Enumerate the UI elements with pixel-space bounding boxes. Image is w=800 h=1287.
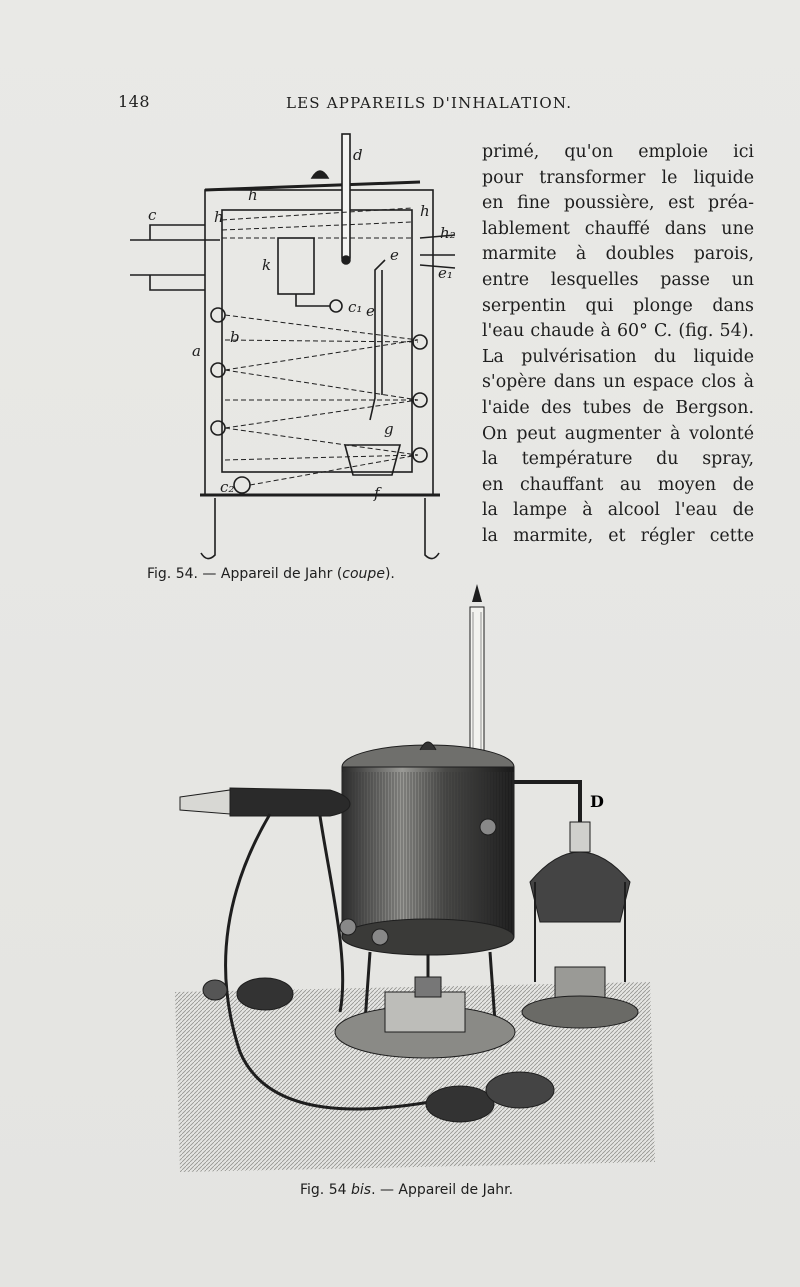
text-line: marmite à doubles parois, (482, 244, 754, 265)
label-f: f (374, 484, 380, 502)
thermometer (470, 607, 484, 757)
label-e1: e₁ (438, 264, 453, 282)
label-a: a (192, 342, 201, 360)
running-title: LES APPAREILS D'INHALATION. (286, 94, 573, 112)
lid (205, 182, 420, 190)
label-c1: c₁ (348, 298, 363, 316)
bulb-right (486, 1072, 554, 1108)
text-line: On peut augmenter à volonté (482, 423, 754, 444)
label-h-right: h (420, 202, 430, 220)
page-number: 148 (118, 92, 151, 111)
cup-g (345, 445, 400, 475)
text-line: entre lesquelles passe un (482, 269, 754, 290)
label-e: e (390, 246, 399, 264)
nozzle (180, 790, 230, 814)
label-h1: h (214, 208, 224, 226)
label-D: D (590, 792, 604, 811)
thermometer (342, 134, 350, 258)
bergson-flask (530, 852, 630, 922)
text-line: lablement chauffé dans une (482, 218, 754, 239)
label-k: k (262, 256, 272, 274)
text-line: la marmite, et régler cette (482, 525, 754, 546)
label-h2: h₂ (440, 224, 456, 242)
figure-54-diagram (120, 130, 456, 570)
bulb-bottom (426, 1086, 494, 1122)
figure-54-bis-engraving (170, 582, 660, 1172)
figure-54-bis-caption: Fig. 54 bis. — Appareil de Jahr. (300, 1182, 514, 1198)
label-c: c (148, 206, 157, 224)
text-line: la lampe à alcool l'eau de (482, 500, 754, 521)
label-c2: c₂ (220, 478, 235, 496)
text-line: s'opère dans un espace clos à (482, 372, 754, 393)
bulb-left (237, 978, 293, 1010)
label-g: g (384, 420, 394, 438)
label-e-mid: e (366, 302, 375, 320)
label-h: h (248, 186, 258, 204)
figure-54-caption: Fig. 54. — Appareil de Jahr (coupe). (147, 566, 395, 582)
text-line: pour transformer le liquide (482, 167, 754, 188)
reservoir-k (278, 238, 314, 294)
text-line: l'eau chaude à 60° C. (fig. 54). (482, 321, 754, 342)
label-b: b (230, 328, 240, 346)
text-line: la température du spray, (482, 449, 754, 470)
text-line: La pulvérisation du liquide (482, 346, 754, 367)
body-paragraph (482, 140, 754, 550)
text-line: en fine poussière, est préa- (482, 193, 754, 214)
label-d: d (353, 146, 363, 164)
text-line: en chauffant au moyen de (482, 474, 754, 495)
text-line: primé, qu'on emploie ici (482, 142, 754, 162)
lid-knob (312, 171, 328, 178)
text-line: l'aide des tubes de Bergson. (482, 397, 754, 418)
text-line: serpentin qui plonge dans (482, 295, 754, 316)
